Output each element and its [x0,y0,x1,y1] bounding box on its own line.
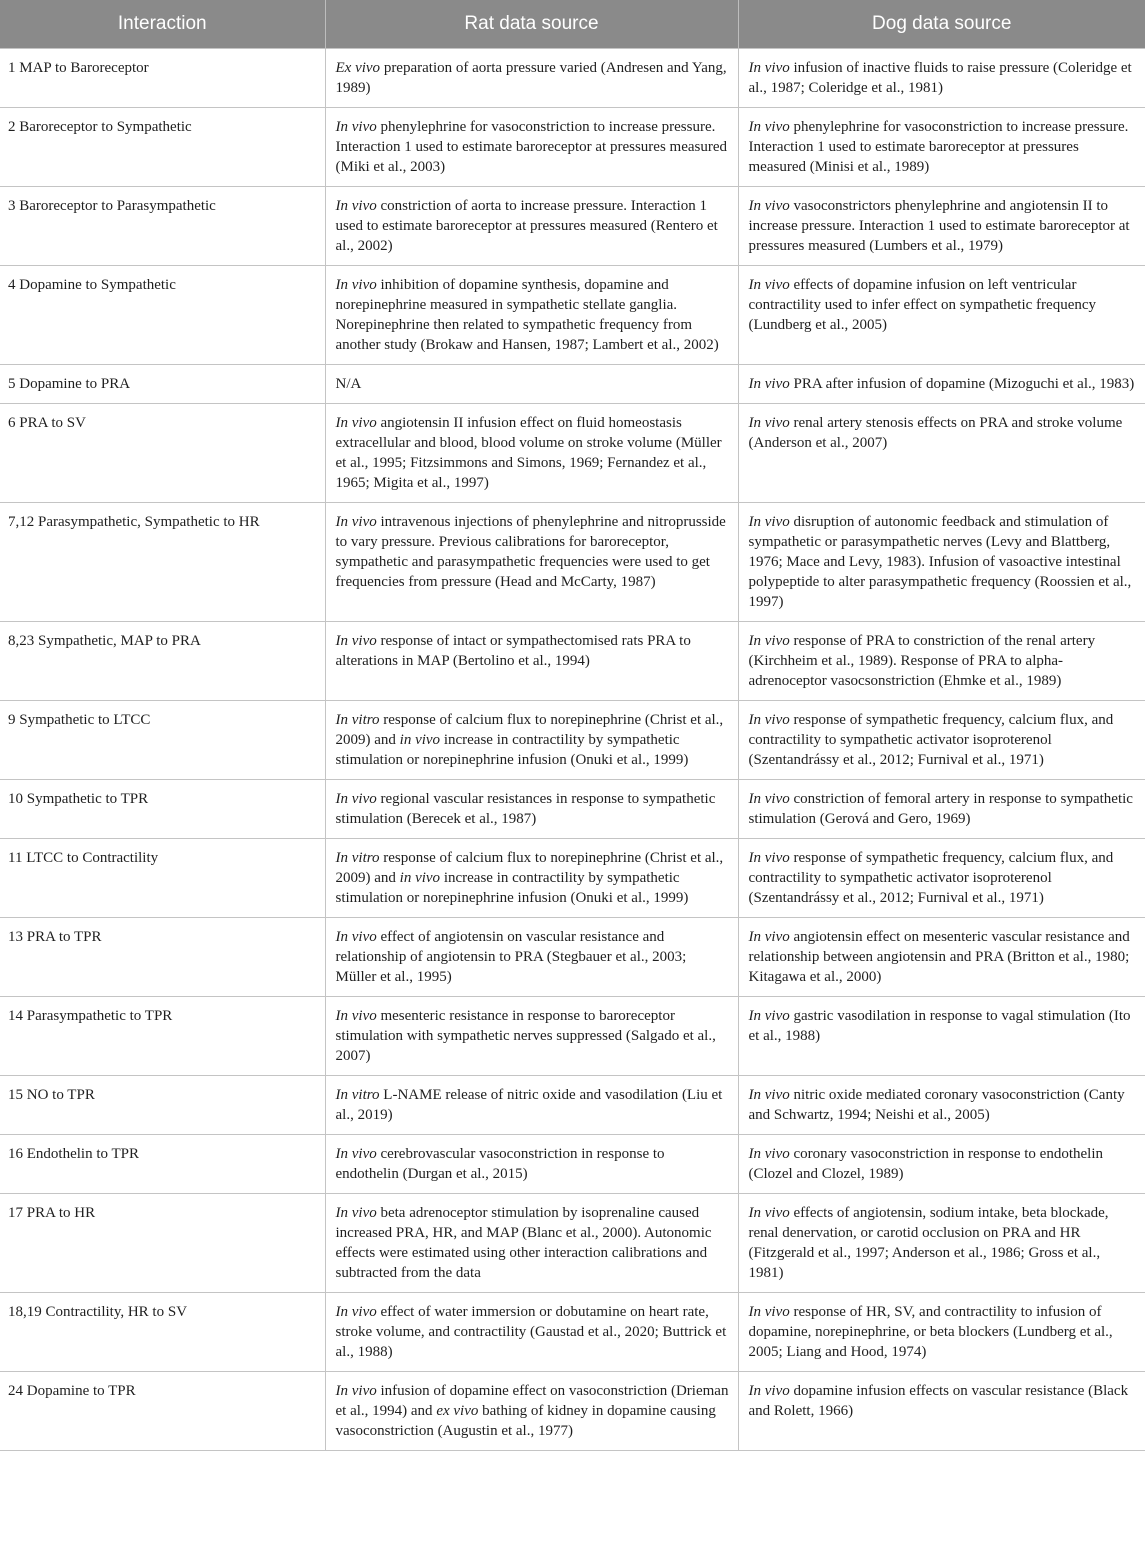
rat-source-cell [325,780,738,839]
rat-source-cell [325,404,738,503]
study-type-label: In vivo [748,1008,790,1024]
study-type-label: ex vivo [436,1403,479,1419]
dog-source-cell [738,1076,1145,1135]
interaction-cell: 3 Baroreceptor to Parasympathetic [0,187,325,266]
study-type-label: In vivo [748,119,790,135]
interaction-cell: 7,12 Parasympathetic, Sympathetic to HR [0,503,325,622]
source-text: angiotensin effect on mesenteric vascular resistance and relationship between angiotensin and PRA (Britton et al., 1980; Kitagawa et al., 2000) [748,929,1130,985]
study-type-label: In vitro [335,850,380,866]
study-type-label: In vivo [748,929,790,945]
interaction-cell: 24 Dopamine to TPR [0,1372,325,1451]
source-text: response of intact or sympathectomised rats PRA to alterations in MAP (Bertolino et al., 1994) [335,633,691,669]
study-type-label: In vivo [335,1304,377,1320]
rat-source-cell [325,839,738,918]
source-text: response of HR, SV, and contractility to infusion of dopamine, norepinephrine, or beta blockers (Lundberg et al., 2005; Liang and Hood, 1974) [748,1304,1113,1360]
study-type-label: In vivo [748,415,790,431]
study-type-label: In vivo [335,1205,377,1221]
study-type-label: In vivo [748,376,790,392]
table-body [0,49,1145,1451]
source-text: increase in contractility by sympathetic stimulation or norepinephrine infusion (Onuki et al., 1999) [335,732,689,768]
source-text: mesenteric resistance in response to baroreceptor stimulation with sympathetic nerves suppressed (Salgado et al., 2007) [335,1008,716,1064]
rat-source-cell [325,49,738,108]
source-text: L-NAME release of nitric oxide and vasodilation (Liu et al., 2019) [335,1087,723,1123]
study-type-label: In vivo [748,712,790,728]
source-text: inhibition of dopamine synthesis, dopamine and norepinephrine measured in sympathetic stellate ganglia. Norepinephrine then related to sympathetic frequency from another study (Brokaw and Hansen, 1987; Lambert et al., 2002) [335,277,719,353]
rat-source-cell [325,1194,738,1293]
source-text: constriction of femoral artery in response to sympathetic stimulation (Gerová and Gero, 1969) [748,791,1133,827]
study-type-label: In vivo [748,1383,790,1399]
study-type-label: In vitro [335,712,380,728]
dog-source-cell [738,49,1145,108]
interaction-cell: 14 Parasympathetic to TPR [0,997,325,1076]
study-type-label: In vivo [748,1146,790,1162]
study-type-label: In vivo [748,277,790,293]
table-row [0,1372,1145,1451]
rat-source-cell [325,1135,738,1194]
table-row [0,701,1145,780]
source-text: nitric oxide mediated coronary vasoconstriction (Canty and Schwartz, 1994; Neishi et al., 2005) [748,1087,1125,1123]
interaction-cell: 15 NO to TPR [0,1076,325,1135]
dog-source-cell [738,1293,1145,1372]
source-text: cerebrovascular vasoconstriction in response to endothelin (Durgan et al., 2015) [335,1146,665,1182]
interaction-cell: 4 Dopamine to Sympathetic [0,266,325,365]
source-text: dopamine infusion effects on vascular resistance (Black and Rolett, 1966) [748,1383,1129,1419]
rat-source-cell [325,365,738,404]
table-row [0,1076,1145,1135]
interaction-cell: 9 Sympathetic to LTCC [0,701,325,780]
study-type-label: In vitro [335,1087,380,1103]
rat-source-cell [325,1293,738,1372]
table-row [0,1135,1145,1194]
interaction-cell: 10 Sympathetic to TPR [0,780,325,839]
source-text: constriction of aorta to increase pressure. Interaction 1 used to estimate baroreceptor at pressures measured (Rentero et al., 2002) [335,198,718,254]
interaction-cell: 5 Dopamine to PRA [0,365,325,404]
table-row [0,404,1145,503]
source-text: phenylephrine for vasoconstriction to increase pressure. Interaction 1 used to estimate baroreceptor at pressures measured (Miki et al., 2003) [335,119,728,175]
rat-source-cell [325,503,738,622]
source-text: response of calcium flux to norepinephrine (Christ et al., 2009) and [335,850,724,886]
interaction-cell: 17 PRA to HR [0,1194,325,1293]
source-text: effects of angiotensin, sodium intake, beta blockade, renal denervation, or carotid occlusion on PRA and HR (Fitzgerald et al., 1997; Anderson et al., 1986; Gross et al., 1981) [748,1205,1109,1281]
study-type-label: In vivo [748,1087,790,1103]
source-text: response of sympathetic frequency, calcium flux, and contractility to sympathetic activator isoproterenol (Szentandrássy et al., 2012; Furnival et al., 1971) [748,712,1114,768]
table-row [0,1194,1145,1293]
table-row [0,187,1145,266]
dog-source-cell [738,108,1145,187]
dog-source-cell [738,1194,1145,1293]
study-type-label: in vivo [399,870,441,886]
dog-source-cell [738,918,1145,997]
source-text: renal artery stenosis effects on PRA and stroke volume (Anderson et al., 2007) [748,415,1123,451]
rat-source-cell [325,1372,738,1451]
source-text: response of calcium flux to norepinephrine (Christ et al., 2009) and [335,712,724,748]
rat-source-cell [325,918,738,997]
source-text: coronary vasoconstriction in response to endothelin (Clozel and Clozel, 1989) [748,1146,1103,1182]
interaction-cell: 13 PRA to TPR [0,918,325,997]
source-text: increase in contractility by sympathetic stimulation or norepinephrine infusion (Onuki et al., 1999) [335,870,689,906]
rat-source-cell [325,187,738,266]
source-text: beta adrenoceptor stimulation by isoprenaline caused increased PRA, HR, and MAP (Blanc et al., 2000). Autonomic effects were estimated using other interaction calibrations and subtracted from the data [335,1205,712,1281]
dog-source-cell [738,1372,1145,1451]
study-type-label: In vivo [748,514,790,530]
study-type-label: In vivo [335,415,377,431]
table-row [0,1293,1145,1372]
source-text: vasoconstrictors phenylephrine and angiotensin II to increase pressure. Interaction 1 used to estimate baroreceptor at pressures measured (Lumbers et al., 1979) [748,198,1130,254]
table-row [0,365,1145,404]
table-row [0,266,1145,365]
study-type-label: In vivo [748,850,790,866]
dog-source-cell [738,780,1145,839]
dog-source-cell [738,365,1145,404]
study-type-label: In vivo [335,791,377,807]
source-text: phenylephrine for vasoconstriction to increase pressure. Interaction 1 used to estimate baroreceptor at pressures measured (Minisi et al., 1989) [748,119,1129,175]
interaction-cell: 16 Endothelin to TPR [0,1135,325,1194]
source-text: response of sympathetic frequency, calcium flux, and contractility to sympathetic activator isoproterenol (Szentandrássy et al., 2012; Furnival et al., 1971) [748,850,1114,906]
rat-source-cell [325,266,738,365]
study-type-label: In vivo [335,277,377,293]
study-type-label: In vivo [335,1008,377,1024]
source-text: regional vascular resistances in response to sympathetic stimulation (Berecek et al., 1987) [335,791,716,827]
table-row [0,503,1145,622]
study-type-label: In vivo [748,198,790,214]
rat-source-cell [325,997,738,1076]
source-text: effect of water immersion or dobutamine on heart rate, stroke volume, and contractility (Gaustad et al., 2020; Buttrick et al., 1988) [335,1304,727,1360]
study-type-label: In vivo [335,198,377,214]
table-row [0,839,1145,918]
source-text: effects of dopamine infusion on left ventricular contractility used to infer effect on sympathetic frequency (Lundberg et al., 2005) [748,277,1097,333]
study-type-label: In vivo [748,633,790,649]
study-type-label: In vivo [748,1205,790,1221]
dog-source-cell [738,404,1145,503]
table-row [0,997,1145,1076]
interaction-cell: 18,19 Contractility, HR to SV [0,1293,325,1372]
study-type-label: In vivo [748,60,790,76]
study-type-label: In vivo [335,119,377,135]
source-text: response of PRA to constriction of the renal artery (Kirchheim et al., 1989). Response of PRA to alpha-adrenoceptor vasocsonstriction (Ehmke et al., 1989) [748,633,1096,689]
table-row [0,780,1145,839]
dog-source-cell [738,187,1145,266]
dog-source-cell [738,622,1145,701]
dog-source-cell [738,839,1145,918]
interaction-cell: 8,23 Sympathetic, MAP to PRA [0,622,325,701]
study-type-label: Ex vivo [335,60,381,76]
table-row [0,49,1145,108]
rat-source-cell [325,108,738,187]
header-row [0,0,1145,49]
dog-source-cell [738,503,1145,622]
study-type-label: In vivo [748,1304,790,1320]
dog-source-cell [738,266,1145,365]
table-row [0,918,1145,997]
header-rat-data-source: Rat data source [325,0,738,49]
interaction-cell: 11 LTCC to Contractility [0,839,325,918]
rat-source-cell [325,1076,738,1135]
table-row [0,108,1145,187]
dog-source-cell [738,1135,1145,1194]
source-text: bathing of kidney in dopamine causing vasoconstriction (Augustin et al., 1977) [335,1403,716,1439]
dog-source-cell [738,997,1145,1076]
interaction-cell: 1 MAP to Baroreceptor [0,49,325,108]
rat-source-cell [325,701,738,780]
study-type-label: In vivo [335,1383,377,1399]
source-text: gastric vasodilation in response to vagal stimulation (Ito et al., 1988) [748,1008,1131,1044]
source-text: effect of angiotensin on vascular resistance and relationship of angiotensin to PRA (Stegbauer et al., 2003; Müller et al., 1995) [335,929,687,985]
source-text: angiotensin II infusion effect on fluid homeostasis extracellular and blood, blood volume on stroke volume (Müller et al., 1995; Fitzsimmons and Simons, 1969; Fernandez et al., 1965; Migita et al., 1997) [335,415,722,491]
interaction-cell: 2 Baroreceptor to Sympathetic [0,108,325,187]
study-type-label: In vivo [335,929,377,945]
study-type-label: In vivo [335,514,377,530]
table-row [0,622,1145,701]
interaction-cell: 6 PRA to SV [0,404,325,503]
table-header [0,0,1145,49]
source-text: intravenous injections of phenylephrine and nitroprusside to vary pressure. Previous calibrations for baroreceptor, sympathetic and parasympathetic frequencies were used to get frequencies from pressure (Head and McCarty, 1987) [335,514,726,590]
rat-source-cell [325,622,738,701]
dog-source-cell [738,701,1145,780]
study-type-label: in vivo [399,732,441,748]
study-type-label: In vivo [335,1146,377,1162]
header-interaction: Interaction [0,0,325,49]
source-text: preparation of aorta pressure varied (Andresen and Yang, 1989) [335,60,727,96]
source-text: disruption of autonomic feedback and stimulation of sympathetic or parasympathetic nerves (Levy and Blattberg, 1976; Mace and Levy, 1983). Infusion of vasoactive intestinal polypeptide to alter parasympathetic frequency (Roossien et al., 1997) [748,514,1132,610]
header-dog-data-source: Dog data source [738,0,1145,49]
study-type-label: In vivo [748,791,790,807]
source-text: N/A [335,376,362,392]
study-type-label: In vivo [335,633,377,649]
source-text: PRA after infusion of dopamine (Mizoguchi et al., 1983) [789,376,1135,392]
source-text: infusion of inactive fluids to raise pressure (Coleridge et al., 1987; Coleridge et al., 1981) [748,60,1132,96]
source-text: infusion of dopamine effect on vasoconstriction (Drieman et al., 1994) and [335,1383,729,1419]
